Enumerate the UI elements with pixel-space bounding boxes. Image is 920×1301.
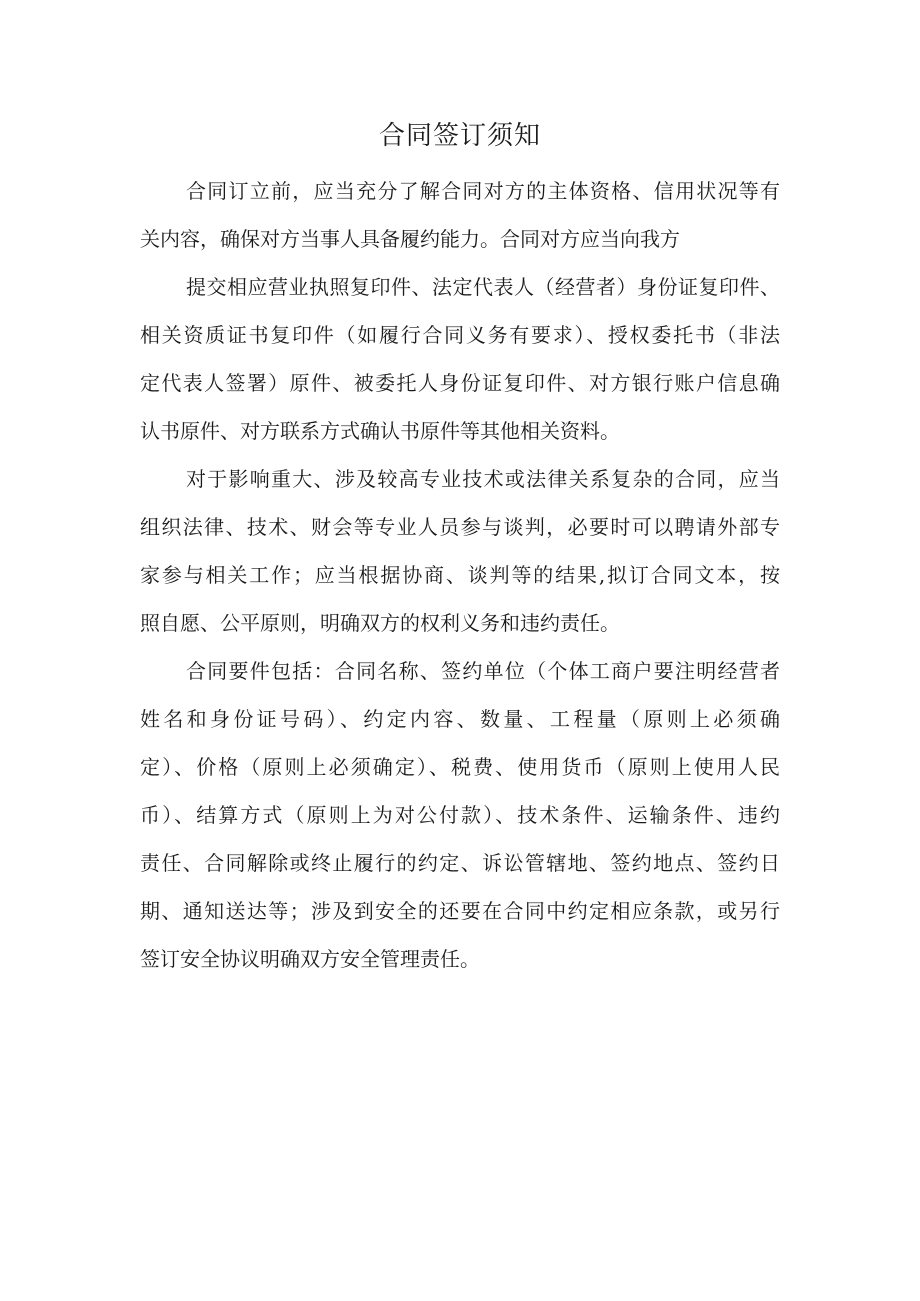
paragraph-3-line-4: 照自愿、公平原则，明确双方的权利义务和违约责任。 [140, 611, 620, 635]
paragraph-4-line-3: 定）、价格（原则上必须确定）、税费、使用货币（原则上使用人民 [140, 755, 780, 779]
paragraph-4-line-6: 期、通知送达等；涉及到安全的还要在合同中约定相应条款，或另行 [140, 899, 780, 923]
paragraph-3-line-3: 家参与相关工作；应当根据协商、谈判等的结果,拟订合同文本，按 [140, 563, 780, 587]
document-title: 合同签订须知 [378, 121, 541, 151]
paragraph-4-line-2: 姓名和身份证号码）、约定内容、数量、工程量（原则上必须确 [140, 707, 780, 731]
paragraph-1-line-2: 关内容，确保对方当事人具备履约能力。合同对方应当向我方 [140, 227, 680, 251]
paragraph-2-line-2: 相关资质证书复印件（如履行合同义务有要求）、授权委托书（非法 [140, 323, 780, 347]
paragraph-2-line-4: 认书原件、对方联系方式确认书原件等其他相关资料。 [140, 419, 620, 443]
paragraph-2-line-1: 提交相应营业执照复印件、法定代表人（经营者）身份证复印件、 [186, 275, 780, 299]
paragraph-4-line-4: 币）、结算方式（原则上为对公付款）、技术条件、运输条件、违约 [140, 803, 780, 827]
paragraph-3-line-2: 组织法律、技术、财会等专业人员参与谈判，必要时可以聘请外部专 [140, 515, 780, 539]
paragraph-4-line-5: 责任、合同解除或终止履行的约定、诉讼管辖地、签约地点、签约日 [140, 851, 780, 875]
paragraph-1-line-1: 合同订立前，应当充分了解合同对方的主体资格、信用状况等有 [186, 179, 780, 203]
paragraph-4-line-7: 签订安全协议明确双方安全管理责任。 [140, 947, 480, 971]
paragraph-2-line-3: 定代表人签署）原件、被委托人身份证复印件、对方银行账户信息确 [140, 371, 780, 395]
paragraph-4-line-1: 合同要件包括：合同名称、签约单位（个体工商户要注明经营者 [186, 659, 780, 683]
paragraph-3-line-1: 对于影响重大、涉及较高专业技术或法律关系复杂的合同，应当 [186, 467, 780, 491]
